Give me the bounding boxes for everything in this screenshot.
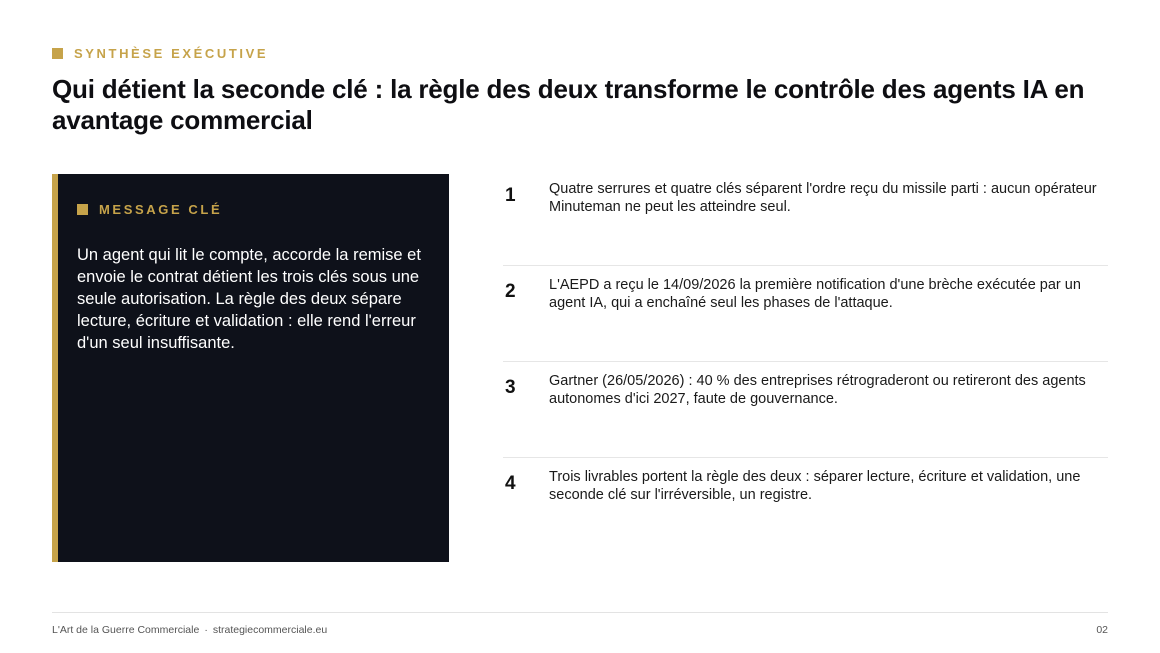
point-text: Quatre serrures et quatre clés séparent l'ordre reçu du missile parti : aucun opérateur Minuteman ne peut les atteindre seul.: [549, 181, 1097, 215]
list-item: [503, 266, 1108, 362]
key-message-panel: [52, 174, 449, 562]
footer-brand: L'Art de la Guerre Commerciale: [52, 624, 200, 636]
point-number: 2: [505, 281, 516, 302]
gold-square-icon: [52, 48, 63, 59]
point-text: L'AEPD a reçu le 14/09/2026 la première notification d'une brèche exécutée par un agent IA, qui a enchaîné seul les phases de l'attaque.: [549, 277, 1081, 311]
footer-divider: [52, 612, 1108, 613]
footer-separator: ·: [204, 624, 208, 636]
section-eyebrow-label: SYNTHÈSE EXÉCUTIVE: [74, 46, 269, 61]
point-text: Trois livrables portent la règle des deux : séparer lecture, écriture et validation, une seconde clé sur l'irréversible, un registre.: [549, 469, 1081, 503]
slide-title: Qui détient la seconde clé : la règle des deux transforme le contrôle des agents IA en avantage commercial: [52, 74, 1085, 135]
key-points-list: [503, 170, 1108, 554]
gold-accent-bar: [52, 174, 58, 562]
list-item: [503, 458, 1108, 554]
point-number: 3: [505, 377, 516, 398]
point-text: Gartner (26/05/2026) : 40 % des entreprises rétrograderont ou retireront des agents autonomes d'ici 2027, faute de gouvernance.: [549, 373, 1086, 407]
key-message-body: Un agent qui lit le compte, accorde la remise et envoie le contrat détient les trois clés sous une seule autorisation. La règle des deux sépare lecture, écriture et validation : elle rend l'erreur d'un seul insuffisante.: [77, 246, 421, 352]
footer-site: strategiecommerciale.eu: [212, 624, 328, 636]
point-number: 1: [505, 185, 516, 206]
point-number: 4: [505, 473, 516, 494]
gold-square-icon: [77, 204, 88, 215]
page-number: 02: [1096, 624, 1108, 636]
footer-credits: [52, 624, 327, 636]
list-item: [503, 362, 1108, 458]
key-message-eyebrow: [77, 202, 222, 217]
list-item: [503, 170, 1108, 266]
section-eyebrow: [52, 46, 268, 61]
key-message-label: MESSAGE CLÉ: [99, 202, 223, 217]
